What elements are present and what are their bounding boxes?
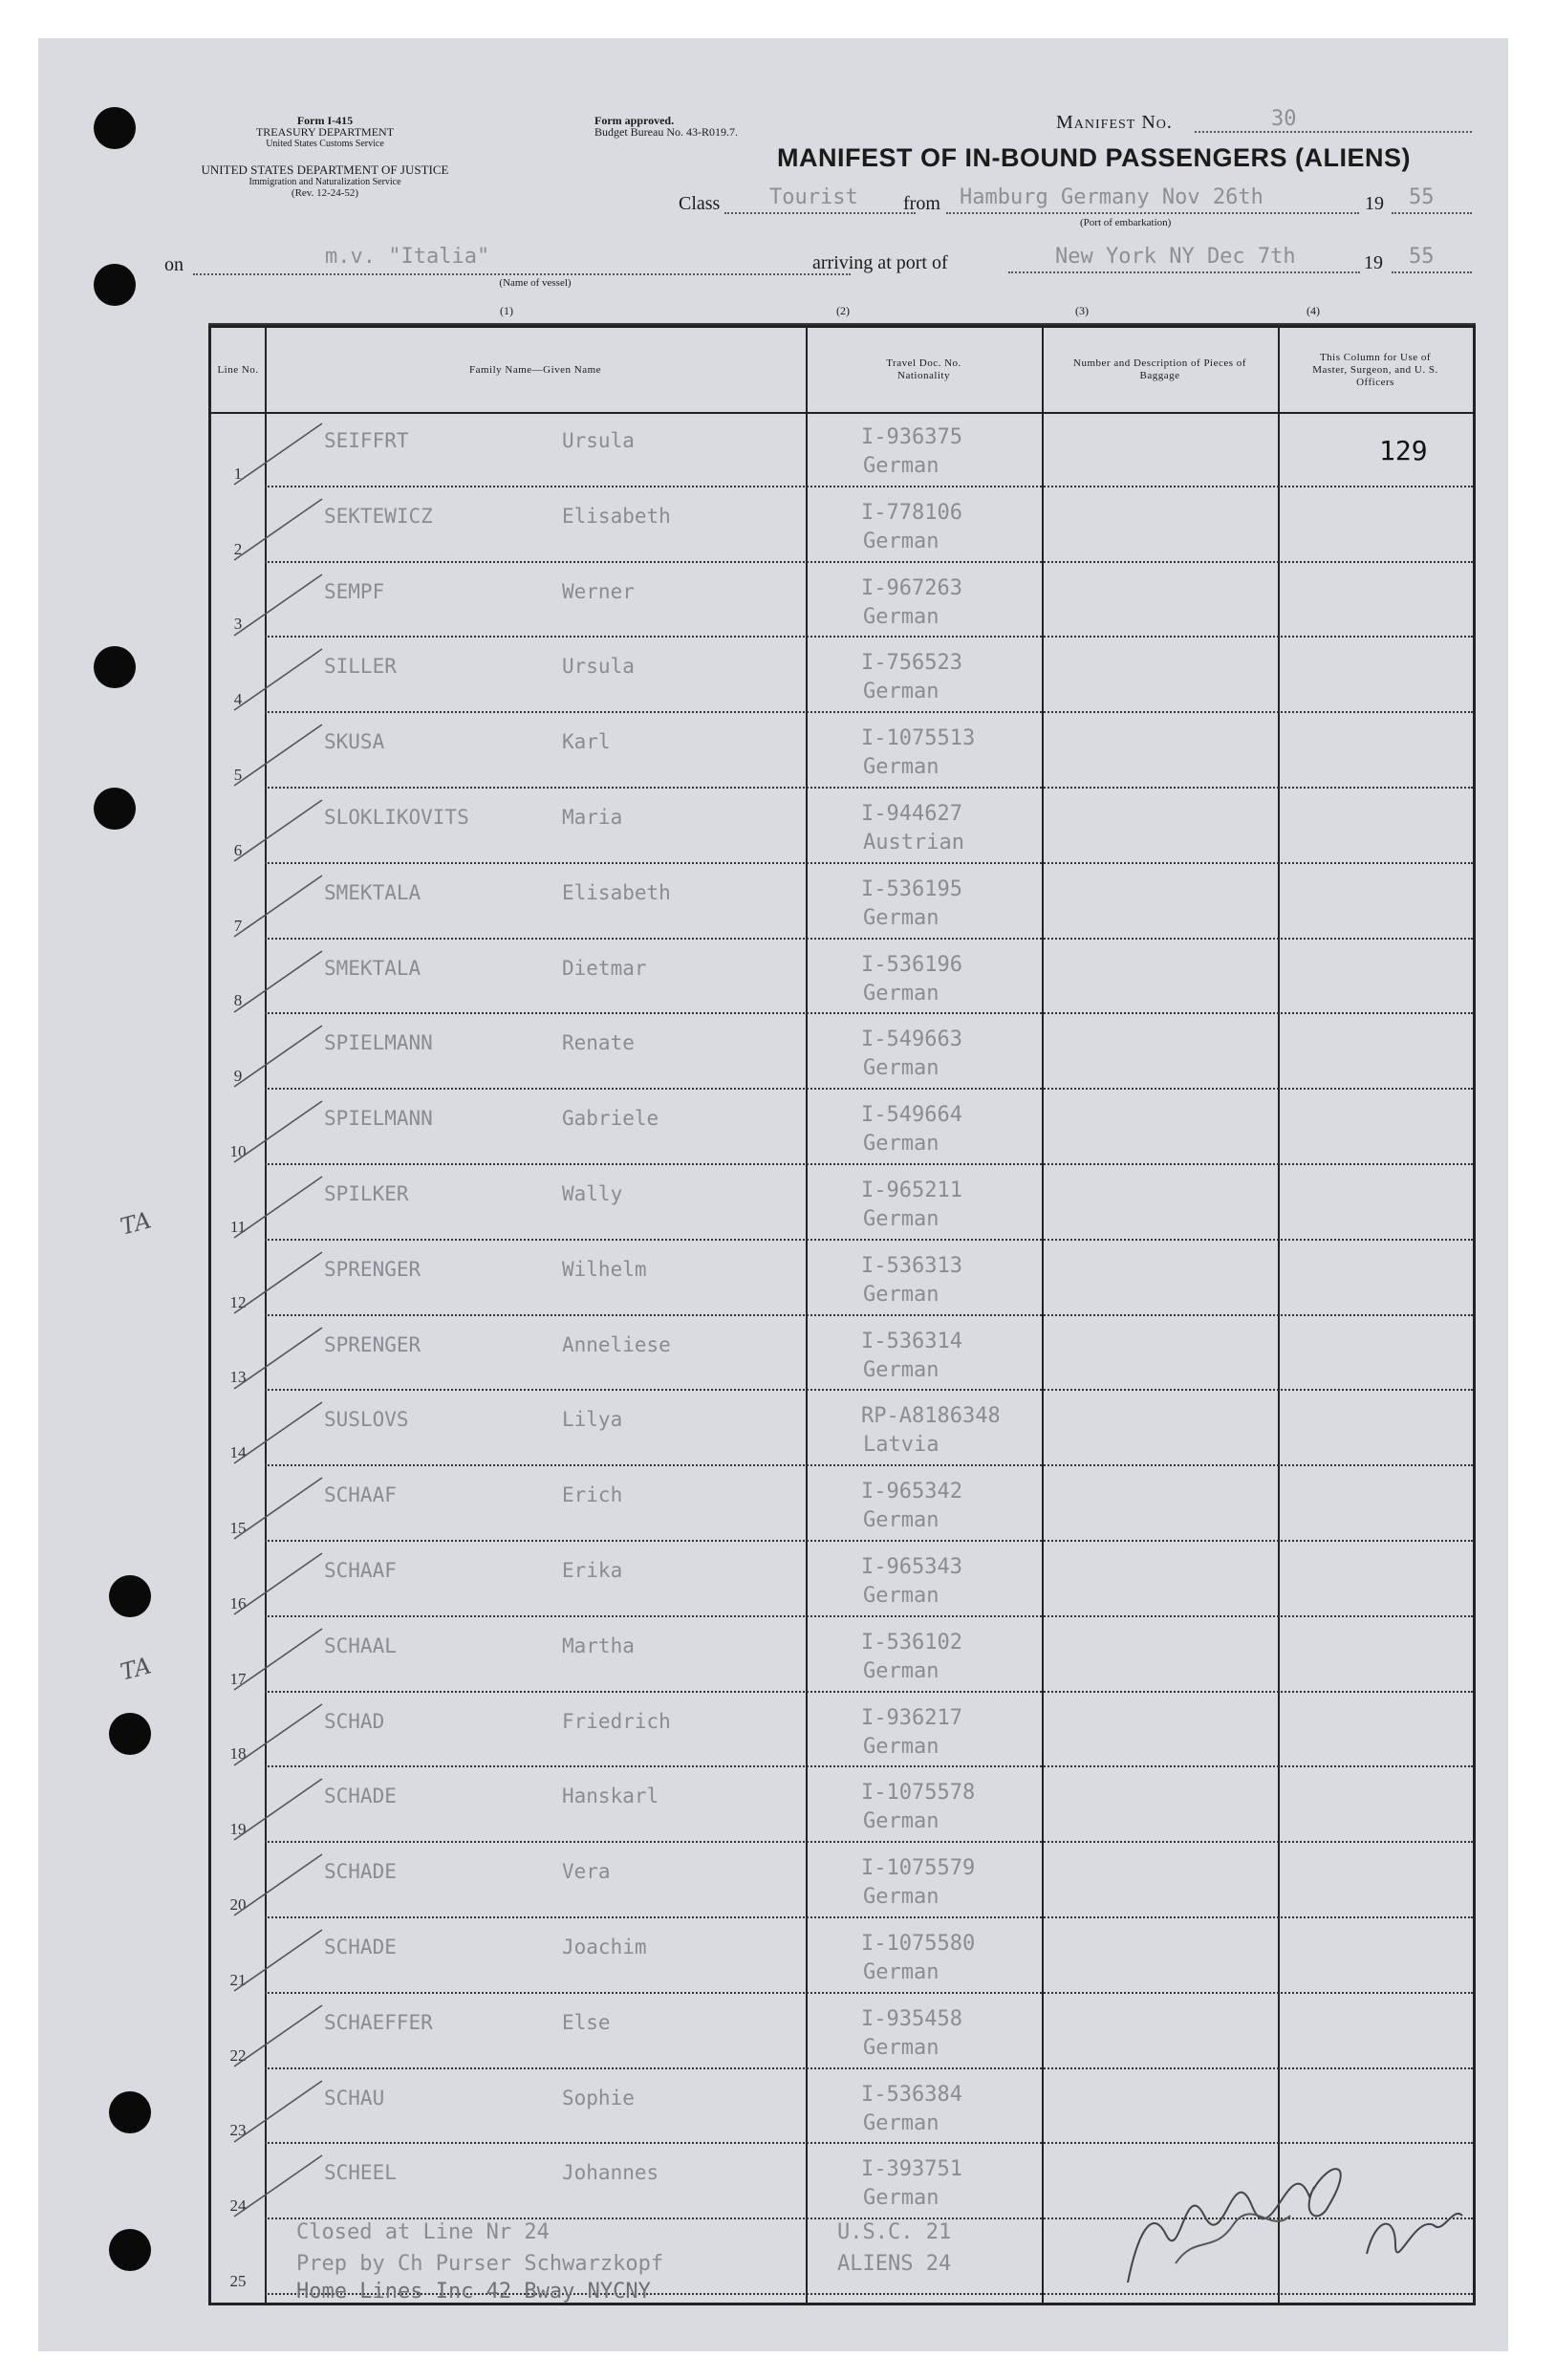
home-lines-note: Home Lines Inc 42 Bway NYCNY: [296, 2280, 651, 2304]
on-label: on: [164, 254, 184, 275]
family-name: SEIFFRT: [324, 429, 409, 452]
nationality: German: [863, 1132, 939, 1157]
family-name: SCHAAF: [324, 1559, 397, 1582]
table-row: [211, 412, 1473, 487]
check-mark: [230, 569, 326, 639]
family-name: SCHEEL: [324, 2161, 397, 2185]
table-row: [211, 1767, 1473, 1843]
check-mark: [230, 1396, 326, 1467]
nationality: German: [863, 1357, 939, 1382]
line-number: 21: [229, 1970, 247, 1989]
travel-doc-number: I-936217: [861, 1705, 962, 1730]
binder-hole: [109, 2091, 151, 2133]
line-number: 11: [229, 1217, 247, 1236]
col-header-baggage: Number and Description of Pieces of Baggage: [1073, 357, 1246, 381]
binder-hole: [94, 788, 136, 830]
passenger-table: [208, 325, 1476, 2305]
travel-doc-number: I-1075579: [861, 1856, 976, 1881]
col-header-name: Family Name—Given Name: [468, 363, 602, 376]
col-number-4: (4): [1307, 304, 1320, 317]
given-name: Lilya: [562, 1408, 623, 1432]
table-row: [211, 1391, 1473, 1466]
table-row: [211, 1316, 1473, 1392]
given-name: Wally: [562, 1182, 623, 1205]
given-name: Ursula: [562, 429, 635, 452]
budget-bureau: Budget Bureau No. 43-R019.7.: [594, 125, 738, 139]
travel-doc-number: I-936375: [861, 425, 962, 449]
usc-note: U.S.C. 21: [837, 2220, 952, 2244]
family-name: SCHADE: [324, 1936, 397, 1958]
table-row: [211, 1542, 1473, 1617]
line-number: 2: [233, 539, 243, 558]
family-name: SEMPF: [324, 579, 385, 603]
nationality: German: [863, 2110, 939, 2135]
check-mark: [230, 2075, 326, 2146]
given-name: Karl: [562, 730, 611, 754]
travel-doc-number: I-965342: [861, 1480, 962, 1504]
given-name: Erich: [562, 1483, 623, 1507]
check-mark: [230, 418, 326, 488]
family-name: SCHADE: [324, 1860, 397, 1884]
nationality: German: [863, 905, 939, 930]
manifest-number: 30: [1271, 107, 1297, 131]
family-name: SCHAU: [324, 2086, 385, 2110]
line-number: 17: [229, 1669, 247, 1688]
given-name: Martha: [562, 1634, 635, 1657]
given-name: Erika: [562, 1559, 623, 1582]
form-approved: Form approved.: [594, 114, 675, 127]
family-name: SCHAAL: [324, 1634, 397, 1657]
given-name: Elisabeth: [562, 880, 671, 904]
check-mark: [230, 1246, 326, 1317]
check-mark: [230, 719, 326, 790]
from-year-prefix: 19: [1365, 193, 1384, 214]
nationality: German: [863, 454, 939, 478]
line-number: 10: [229, 1141, 247, 1160]
travel-doc-number: I-536102: [861, 1630, 962, 1655]
arrival-year-line: [1392, 271, 1472, 273]
family-name: SKUSA: [324, 730, 385, 754]
check-mark: [230, 1849, 326, 1919]
line-number: 8: [233, 991, 243, 1010]
table-row: [211, 638, 1473, 713]
travel-doc-number: RP-A8186348: [861, 1404, 1001, 1429]
nationality: German: [863, 1584, 939, 1608]
col-number-2: (2): [836, 304, 850, 317]
nationality: German: [863, 755, 939, 780]
check-mark: [230, 1623, 326, 1694]
class-value: Tourist: [769, 185, 858, 209]
given-name: Hanskarl: [562, 1785, 659, 1808]
travel-doc-number: I-965343: [861, 1555, 962, 1579]
table-row: [211, 487, 1473, 563]
travel-doc-number: I-1075580: [861, 1932, 976, 1956]
table-row: [211, 1090, 1473, 1165]
travel-doc-number: I-536384: [861, 2082, 962, 2107]
nationality: German: [863, 1658, 939, 1683]
family-name: SCHADE: [324, 1785, 397, 1808]
line-number: 9: [233, 1067, 243, 1086]
col-number-1: (1): [500, 304, 513, 317]
class-line: [724, 212, 916, 214]
justice-dept: UNITED STATES DEPARTMENT OF JUSTICE: [201, 162, 449, 177]
check-mark: [230, 1924, 326, 1995]
travel-doc-number: I-536313: [861, 1253, 962, 1278]
form-number: Form I-415: [296, 114, 354, 127]
arrival-year: 55: [1409, 245, 1435, 269]
family-name: SPILKER: [324, 1182, 409, 1205]
table-row: [211, 1466, 1473, 1542]
given-name: Johannes: [562, 2161, 659, 2185]
family-name: SPIELMANN: [324, 1031, 433, 1055]
immigration-service: Immigration and Naturalization Service: [248, 177, 401, 187]
travel-doc-number: I-536195: [861, 876, 962, 901]
given-name: Joachim: [562, 1936, 647, 1958]
family-name: SUSLOVS: [324, 1408, 409, 1432]
line-number: 24: [229, 2196, 247, 2216]
line-number: 12: [229, 1292, 247, 1311]
line-number: 15: [229, 1518, 247, 1537]
col-header-officers: This Column for Use of Master, Surgeon, and U. S. Officers: [1312, 351, 1438, 388]
check-mark: [230, 2000, 326, 2070]
nationality: German: [863, 1734, 939, 1759]
check-mark: [230, 1698, 326, 1769]
check-mark: [230, 1171, 326, 1242]
given-name: Anneliese: [562, 1332, 671, 1356]
family-name: SLOKLIKOVITS: [324, 806, 469, 829]
travel-doc-number: I-393751: [861, 2157, 962, 2182]
nationality: German: [863, 2035, 939, 2060]
line-number: 3: [233, 615, 243, 634]
table-row: [211, 713, 1473, 789]
line-number: 22: [229, 2045, 247, 2065]
arrival-year-prefix: 19: [1364, 252, 1383, 273]
nationality: Austrian: [863, 831, 964, 855]
travel-doc-number: I-778106: [861, 500, 962, 525]
from-value: Hamburg Germany Nov 26th: [960, 185, 1263, 209]
travel-doc-number: I-944627: [861, 802, 962, 826]
table-row: [211, 1014, 1473, 1090]
check-mark: [230, 493, 326, 564]
family-name: SPRENGER: [324, 1257, 421, 1281]
family-name: SPRENGER: [324, 1332, 421, 1356]
travel-doc-number: I-935458: [861, 2006, 962, 2031]
vessel-line: [193, 273, 851, 275]
nationality: German: [863, 1282, 939, 1307]
table-row: [211, 789, 1473, 864]
table-row: [211, 1617, 1473, 1693]
arrival-line: [1008, 271, 1360, 273]
closed-note: Closed at Line Nr 24: [296, 2220, 550, 2244]
line-number: 4: [233, 690, 243, 709]
travel-doc-number: I-536196: [861, 952, 962, 977]
line-number: 7: [233, 916, 243, 935]
travel-doc-number: I-965211: [861, 1179, 962, 1202]
line-number: 16: [229, 1593, 247, 1612]
table-row: [211, 1994, 1473, 2069]
given-name: Werner: [562, 579, 635, 603]
customs-service: United States Customs Service: [266, 139, 384, 149]
nationality: German: [863, 2186, 939, 2211]
table-row: [211, 1241, 1473, 1316]
given-name: Friedrich: [562, 1709, 671, 1733]
line-number: 19: [229, 1820, 247, 1839]
from-line: [946, 212, 1359, 214]
nationality: German: [863, 1508, 939, 1533]
prep-note: Prep by Ch Purser Schwarzkopf: [296, 2252, 664, 2276]
travel-doc-number: I-536314: [861, 1329, 962, 1353]
family-name: SEKTEWICZ: [324, 504, 433, 528]
line-number: 25: [229, 2271, 247, 2290]
travel-doc-number: I-1075513: [861, 726, 976, 751]
family-name: SCHAD: [324, 1709, 385, 1733]
given-name: Gabriele: [562, 1107, 659, 1131]
check-mark: [230, 1322, 326, 1393]
binder-hole: [109, 1713, 151, 1755]
nationality: German: [863, 1809, 939, 1834]
col-number-3: (3): [1075, 304, 1089, 317]
given-name: Dietmar: [562, 956, 647, 980]
line-number: 5: [233, 765, 243, 784]
binder-hole: [94, 264, 136, 306]
travel-doc-number: I-967263: [861, 575, 962, 600]
port-embark-caption: (Port of embarkation): [1080, 217, 1172, 228]
travel-doc-number: I-549663: [861, 1028, 962, 1052]
manifest-no-line: [1195, 131, 1472, 133]
line-number: 1: [233, 464, 243, 483]
col-header-line: Line No.: [217, 363, 259, 376]
binder-hole: [94, 646, 136, 688]
family-name: SPIELMANN: [324, 1107, 433, 1131]
table-row: [211, 1693, 1473, 1768]
given-name: Wilhelm: [562, 1257, 647, 1281]
arrival-port: New York NY Dec 7th: [1055, 245, 1296, 269]
nationality: German: [863, 1960, 939, 1984]
officer-signature: [1109, 2120, 1491, 2311]
manifest-title: MANIFEST OF IN-BOUND PASSENGERS (ALIENS): [777, 143, 1412, 172]
nationality: German: [863, 1885, 939, 1910]
from-label: from: [903, 193, 940, 214]
line-number: 23: [229, 2121, 247, 2140]
class-label: Class: [679, 193, 721, 214]
check-mark: [230, 2150, 326, 2220]
nationality: German: [863, 1207, 939, 1231]
check-mark: [230, 643, 326, 714]
nationality: German: [863, 981, 939, 1006]
aliens-count-note: ALIENS 24: [837, 2252, 952, 2276]
treasury-dept: TREASURY DEPARTMENT: [255, 125, 395, 139]
binder-hole: [94, 107, 136, 149]
check-mark: [230, 1095, 326, 1166]
from-year: 55: [1409, 185, 1435, 209]
page-number: 129: [1379, 435, 1428, 466]
check-mark: [230, 1547, 326, 1618]
travel-doc-number: I-756523: [861, 651, 962, 676]
check-mark: [230, 1773, 326, 1844]
col-header-doc: Travel Doc. No. Nationality: [886, 357, 961, 381]
given-name: Else: [562, 2010, 611, 2034]
nationality: German: [863, 604, 939, 629]
family-name: SCHAAF: [324, 1483, 397, 1507]
vessel-name: m.v. "Italia": [325, 245, 490, 269]
travel-doc-number: I-1075578: [861, 1781, 976, 1806]
check-mark: [230, 945, 326, 1016]
binder-hole: [109, 2229, 151, 2271]
margin-mark: TA: [117, 1652, 155, 1686]
check-mark: [230, 870, 326, 941]
given-name: Elisabeth: [562, 504, 671, 528]
given-name: Ursula: [562, 655, 635, 679]
line-number: 6: [233, 840, 243, 859]
table-row: [211, 1918, 1473, 1994]
nationality: German: [863, 1056, 939, 1081]
nationality: Latvia: [863, 1433, 939, 1458]
manifest-sheet: [38, 38, 1508, 2351]
manifest-no-label: Manifest No.: [1056, 112, 1173, 133]
table-row: [211, 563, 1473, 638]
binder-hole: [109, 1575, 151, 1617]
travel-doc-number: I-549664: [861, 1103, 962, 1128]
margin-mark: TA: [117, 1206, 155, 1241]
check-mark: [230, 1020, 326, 1091]
from-year-line: [1392, 212, 1472, 214]
table-row: [211, 864, 1473, 940]
line-number: 18: [229, 1744, 247, 1763]
revision-date: (Rev. 12-24-52): [291, 187, 359, 199]
check-mark: [230, 1472, 326, 1543]
family-name: SCHAEFFER: [324, 2010, 433, 2034]
given-name: Sophie: [562, 2086, 635, 2110]
family-name: SILLER: [324, 655, 397, 679]
line-number: 13: [229, 1368, 247, 1387]
check-mark: [230, 794, 326, 865]
nationality: German: [863, 529, 939, 553]
given-name: Vera: [562, 1860, 611, 1884]
table-row: [211, 1843, 1473, 1918]
family-name: SMEKTALA: [324, 956, 421, 980]
nationality: German: [863, 680, 939, 704]
line-number: 14: [229, 1443, 247, 1462]
arriving-label: arriving at port of: [812, 252, 948, 273]
family-name: SMEKTALA: [324, 880, 421, 904]
table-row: [211, 940, 1473, 1015]
table-row: [211, 1165, 1473, 1241]
given-name: Maria: [562, 806, 623, 829]
vessel-caption: (Name of vessel): [499, 277, 572, 289]
given-name: Renate: [562, 1031, 635, 1055]
line-number: 20: [229, 1894, 247, 1914]
